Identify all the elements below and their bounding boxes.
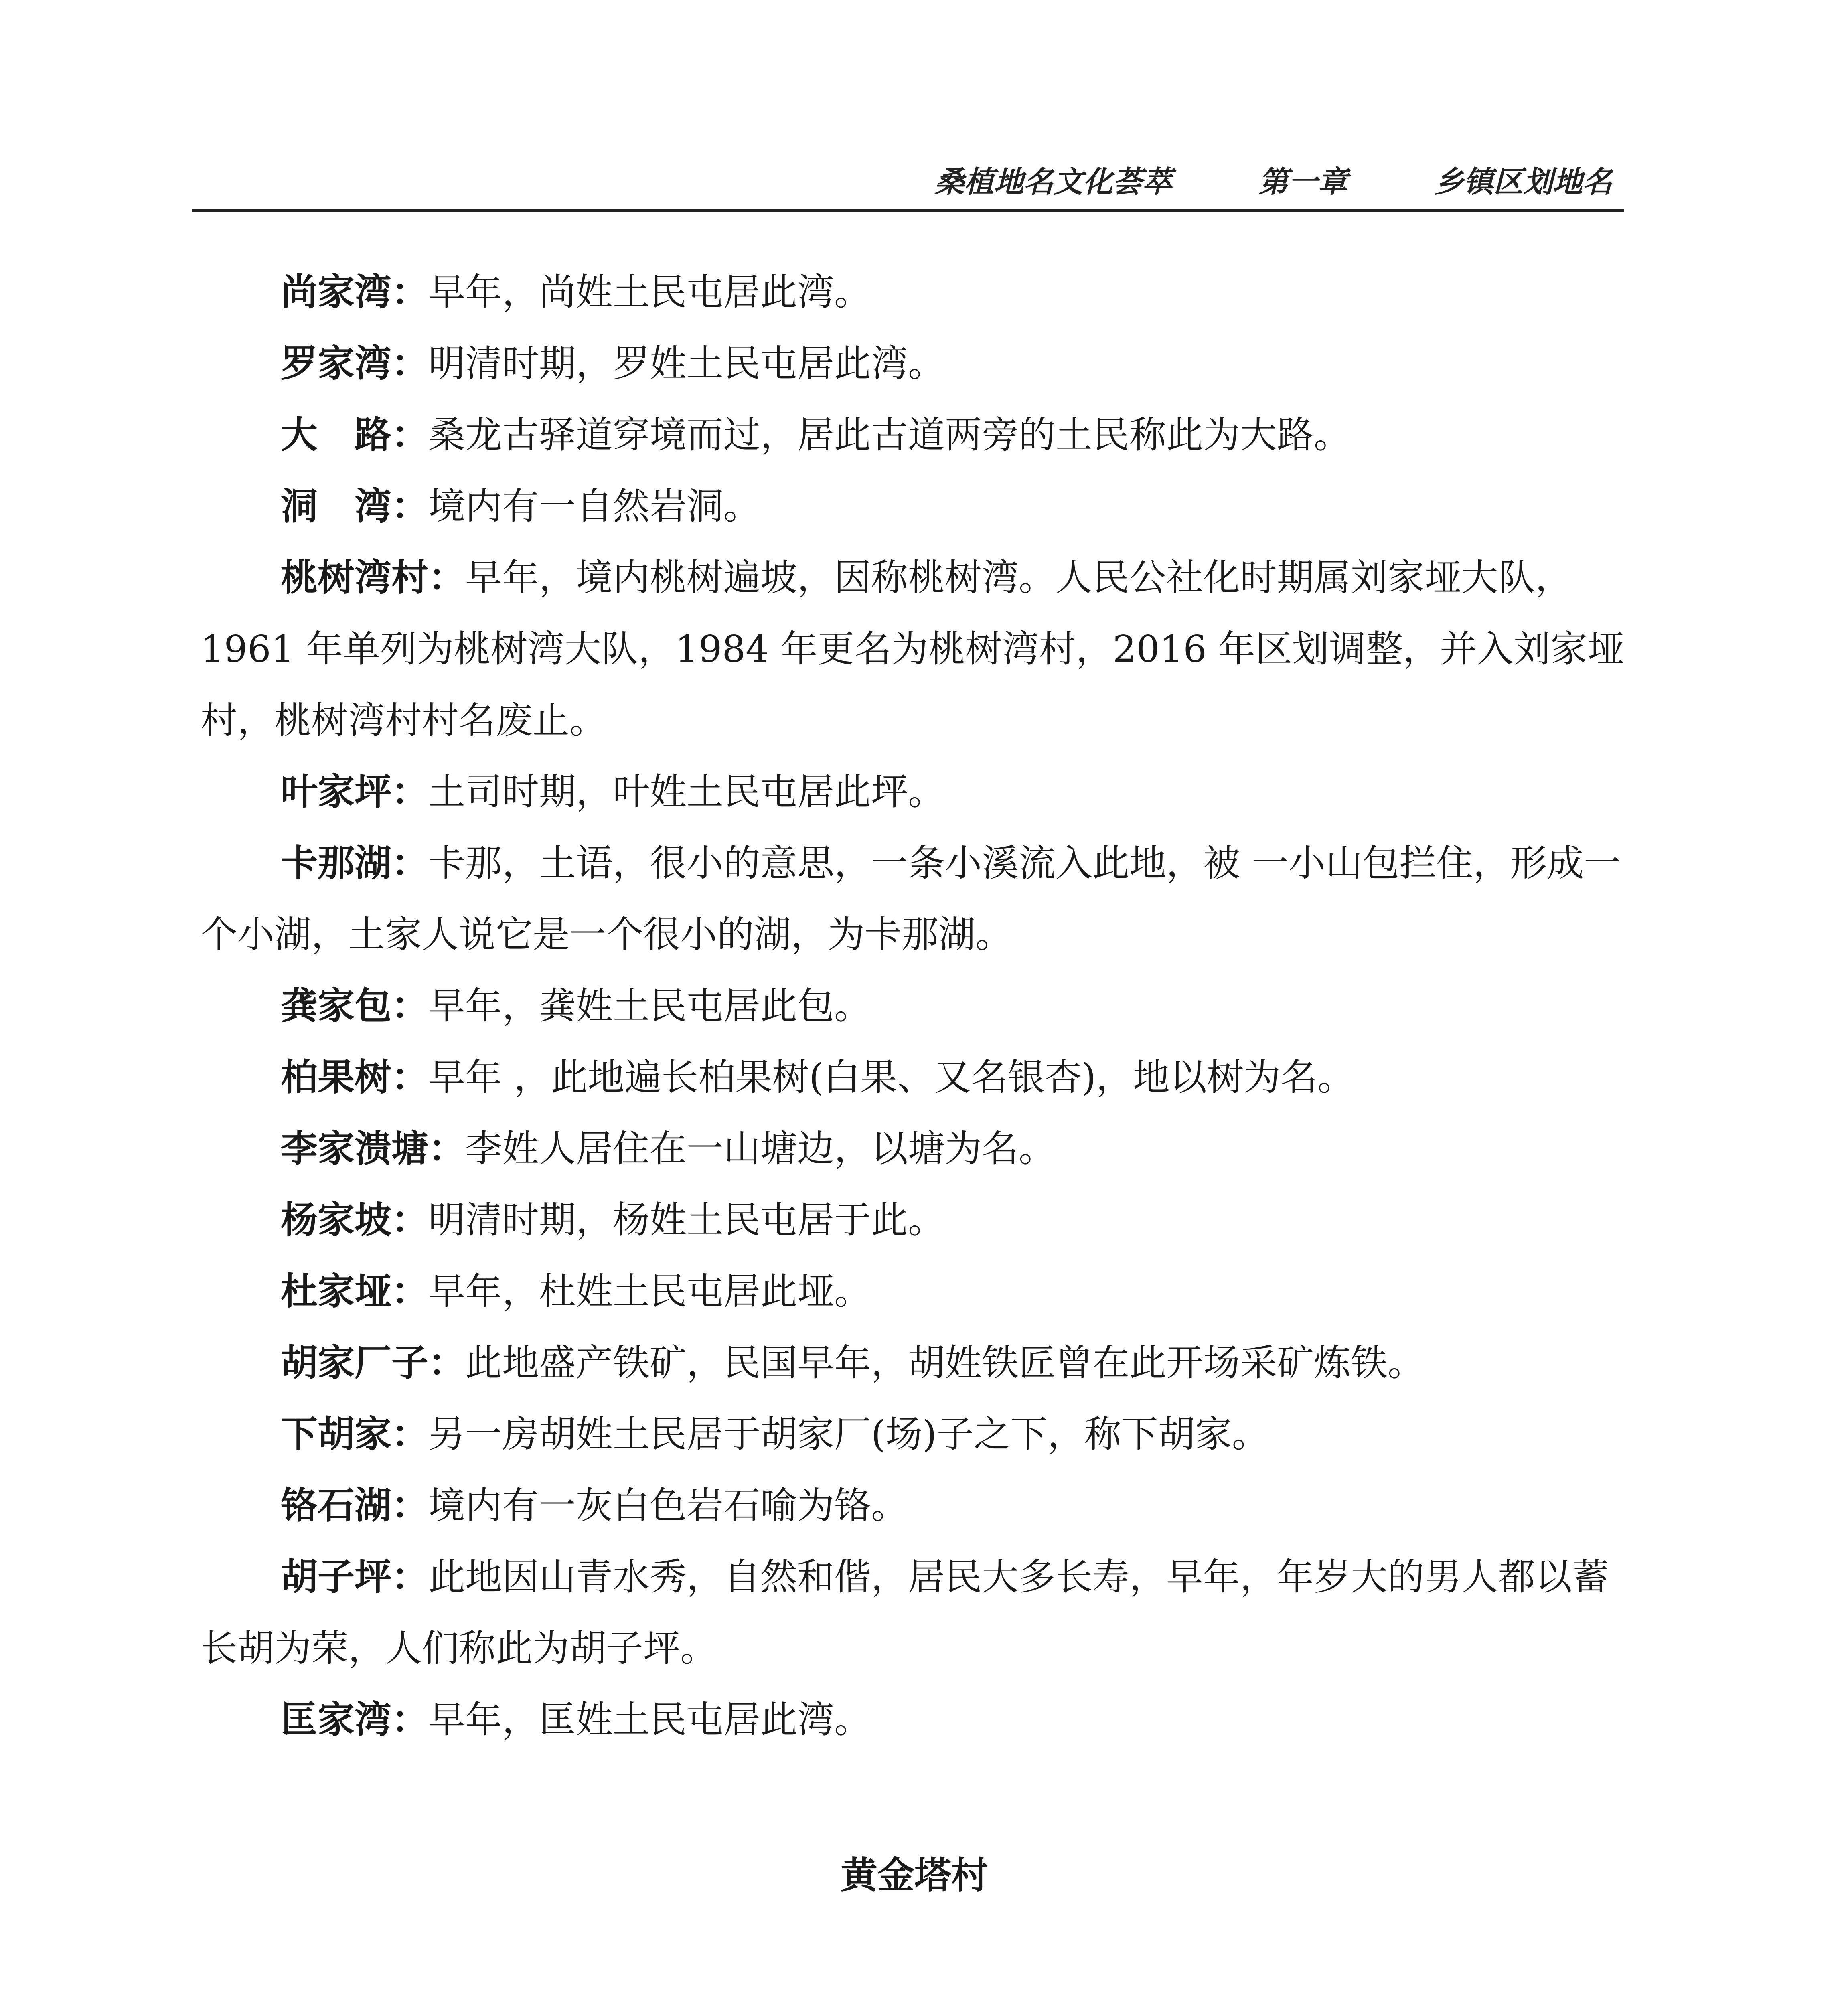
place-description: 早年，匡姓土民屯居此湾。 <box>428 1698 871 1741</box>
place-entry <box>201 1185 1628 1256</box>
place-entry <box>201 542 1628 756</box>
place-term: 匡家湾： <box>281 1698 429 1741</box>
place-entry <box>201 1256 1628 1327</box>
place-term: 卡那湖： <box>281 842 429 885</box>
place-term: 胡子坪： <box>281 1555 429 1598</box>
section-title: 黄金塔村 <box>840 1854 988 1897</box>
place-term: 罗家湾： <box>281 342 429 385</box>
place-name-list <box>201 257 1628 1756</box>
place-term: 杜家垭： <box>281 1270 429 1313</box>
place-entry <box>201 471 1628 542</box>
place-entry <box>201 1113 1628 1185</box>
place-description: 早年 ，此地遍长柏果树(白果、又名银杏)，地以树为名。 <box>428 1056 1355 1099</box>
place-term: 龚家包： <box>281 984 429 1027</box>
place-term: 大 路： <box>281 413 429 456</box>
place-entry <box>201 1541 1628 1684</box>
place-entry <box>201 1399 1628 1470</box>
place-description: 早年，龚姓土民屯居此包。 <box>428 984 871 1027</box>
place-description: 明清时期，罗姓土民屯居此湾。 <box>428 342 945 385</box>
place-term: 桃树湾村： <box>281 556 466 599</box>
place-term: 杨家坡： <box>281 1199 429 1241</box>
place-description: 桑龙古驿道穿境而过，居此古道两旁的土民称此为大路。 <box>428 413 1351 456</box>
place-description: 明清时期，杨姓土民屯居于此。 <box>428 1199 945 1241</box>
place-entry <box>201 1684 1628 1756</box>
place-entry <box>201 257 1628 328</box>
place-description: 另一房胡姓土民居于胡家厂(场)子之下，称下胡家。 <box>428 1413 1269 1456</box>
place-entry <box>201 970 1628 1042</box>
place-term: 下胡家： <box>281 1413 429 1456</box>
place-entry <box>201 756 1628 828</box>
header-section: 乡镇区划地名 <box>1434 165 1612 199</box>
header-row <box>934 158 1612 201</box>
place-description: 此地盛产铁矿，民国早年，胡姓铁匠曾在此开场采矿炼铁。 <box>465 1341 1425 1384</box>
running-header <box>192 144 1624 212</box>
place-description: 此地因山青水秀，自然和偕，居民大多长寿，早年，年岁大的男人都以蓄长胡为荣，人们称此为胡子坪。 <box>201 1555 1609 1670</box>
place-description: 早年，尚姓土民屯居此湾。 <box>428 271 871 314</box>
place-term: 尚家湾： <box>281 271 429 314</box>
place-entry <box>201 1042 1628 1113</box>
place-term: 柏果树： <box>281 1056 429 1099</box>
place-term: 李家溃塘： <box>281 1127 466 1170</box>
place-term: 洞 湾： <box>281 485 429 528</box>
place-term: 铬石湖： <box>281 1484 429 1527</box>
place-entry <box>201 399 1628 471</box>
place-description: 早年，境内桃树遍坡，因称桃树湾。人民公社化时期属刘家垭大队，1961 年单列为桃树湾大队，1984 年更名为桃树湾村，2016 年区划调整，并入刘家垭村，桃树湾村村名废止。 <box>201 556 1625 742</box>
place-term: 叶家坪： <box>281 770 429 813</box>
place-entry <box>201 328 1628 399</box>
header-chapter: 第一章 <box>1258 165 1348 199</box>
place-description: 早年，杜姓土民屯居此垭。 <box>428 1270 871 1313</box>
page-content <box>201 257 1628 2005</box>
place-description: 境内有一自然岩洞。 <box>428 485 761 528</box>
place-description: 卡那，土语，很小的意思，一条小溪流入此地，被 一小山包拦住，形成一个小湖，土家人说它是一个很小的湖，为卡那湖。 <box>201 842 1621 956</box>
place-entry <box>201 828 1628 970</box>
place-entry <box>201 1327 1628 1399</box>
header-book-title: 桑植地名文化荟萃 <box>934 165 1172 199</box>
place-description: 李姓人居住在一山塘边，以塘为名。 <box>465 1127 1056 1170</box>
place-entry <box>201 1470 1628 1541</box>
place-description: 土司时期，叶姓土民屯居此坪。 <box>428 770 945 813</box>
place-term: 胡家厂子： <box>281 1341 466 1384</box>
place-description: 境内有一灰白色岩石喻为铬。 <box>428 1484 908 1527</box>
